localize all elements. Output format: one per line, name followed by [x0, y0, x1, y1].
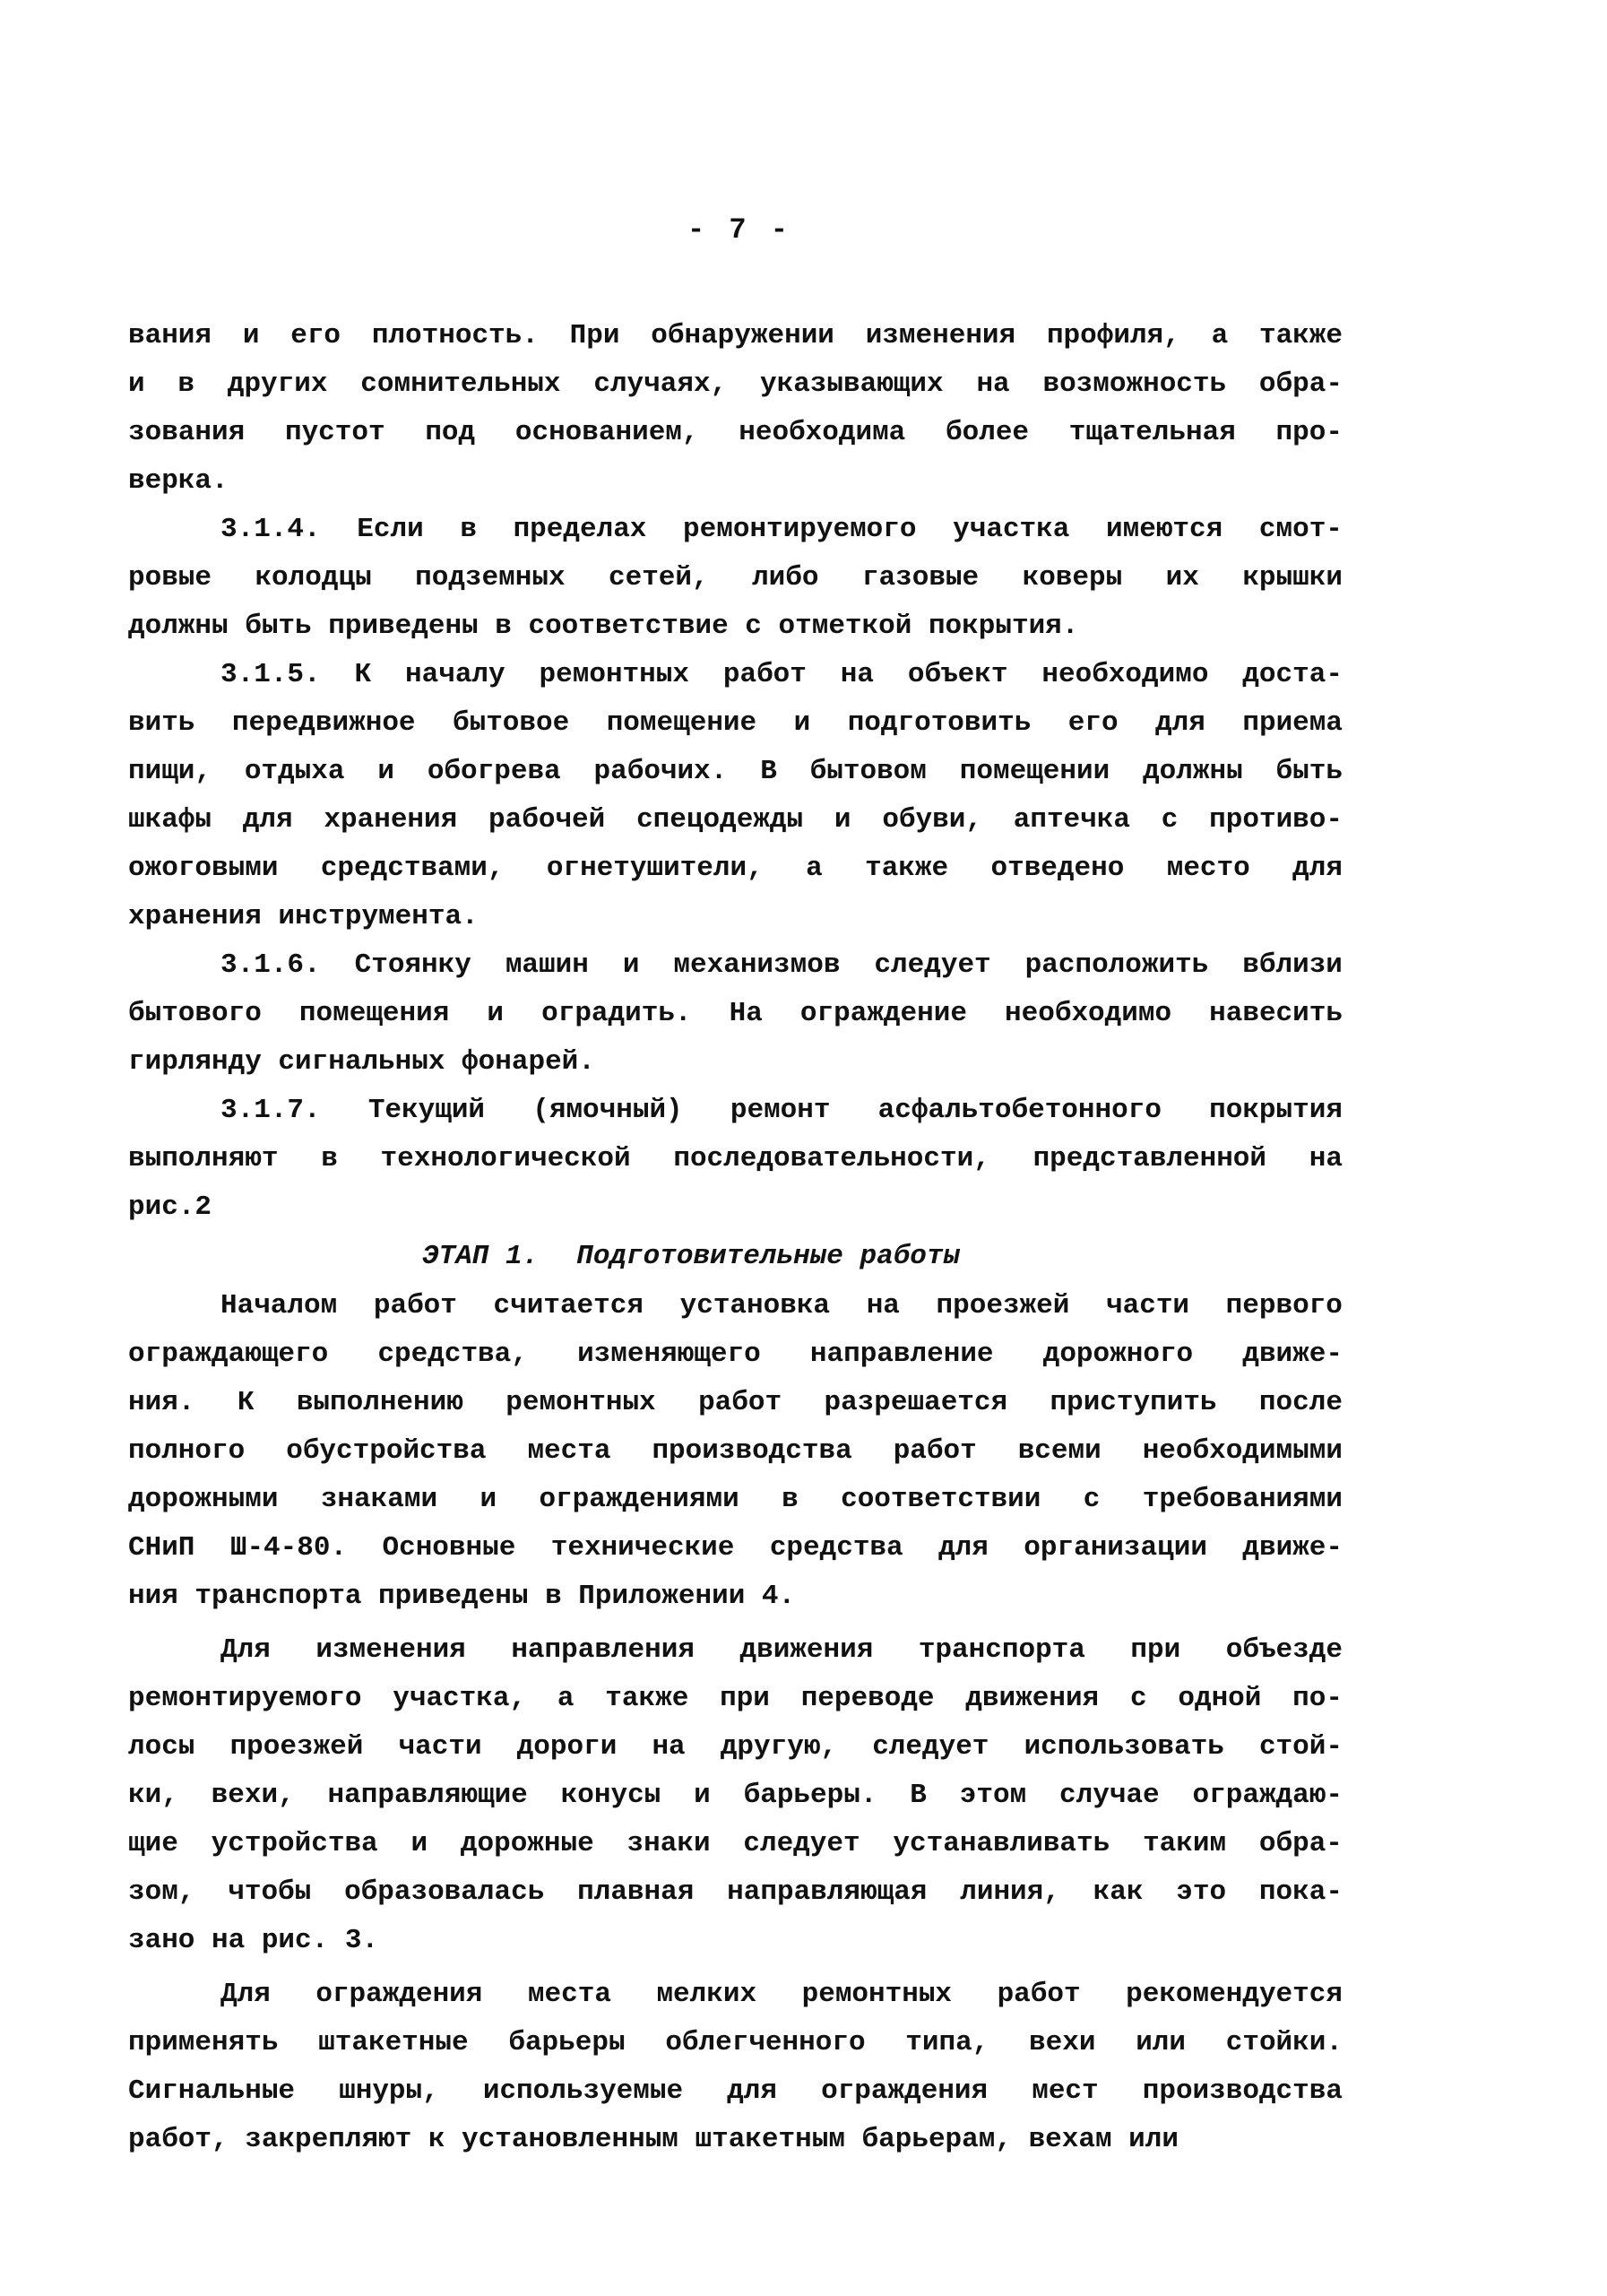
text-line: работ, закрепляют к установленным штакетным барьерам, вехам или	[128, 2124, 1179, 2155]
text-line: 3.1.5. К началу ремонтных работ на объект необходимо доста-	[220, 659, 1343, 690]
section-heading	[128, 1232, 1343, 1282]
text-line: Для ограждения места мелких ремонтных работ рекомендуется	[220, 1979, 1343, 2010]
text-line: вания и его плотность. При обнаружении изменения профиля, а также	[128, 320, 1343, 351]
text-line: СНиП Ш-4-80. Основные технические средства для организации движе-	[128, 1532, 1343, 1564]
text-line: хранения инструмента.	[128, 901, 479, 932]
text-line: Началом работ считается установка на проезжей части первого	[220, 1290, 1343, 1321]
paragraph	[128, 312, 1343, 506]
text-line: применять штакетные барьеры облегченного типа, вехи или стойки.	[128, 2027, 1343, 2058]
text-line: зования пустот под основанием, необходима более тщательная про-	[128, 417, 1343, 448]
text-line: Для изменения направления движения транспорта при объезде	[220, 1634, 1343, 1666]
paragraph	[128, 651, 1343, 941]
text-line: дорожными знаками и ограждениями в соответствии с требованиями	[128, 1484, 1343, 1515]
text-line: ограждающего средства, изменяющего направление дорожного движе-	[128, 1339, 1343, 1370]
text-line: 3.1.4. Если в пределах ремонтируемого участка имеются смот-	[220, 514, 1343, 545]
text-line: ки, вехи, направляющие конусы и барьеры. В этом случае ограждаю-	[128, 1780, 1343, 1811]
paragraph	[128, 1282, 1343, 1621]
text-line: ния транспорта приведены в Приложении 4.	[128, 1581, 796, 1612]
text-line: ожоговыми средствами, огнетушители, а также отведено место для	[128, 853, 1343, 884]
text-line: вить передвижное бытовое помещение и подготовить его для приема	[128, 707, 1343, 739]
text-line: верка.	[128, 465, 229, 497]
text-line: выполняют в технологической последовательности, представленной на	[128, 1143, 1343, 1174]
text-line: полного обустройства места производства работ всеми необходимыми	[128, 1435, 1343, 1467]
text-line: бытового помещения и оградить. На ограждение необходимо навесить	[128, 998, 1343, 1029]
text-line: ния. К выполнению ремонтных работ разрешается приступить после	[128, 1387, 1343, 1418]
text-line: рис.2	[128, 1191, 212, 1223]
paragraph	[128, 1971, 1343, 2164]
text-line: зано на рис. 3.	[128, 1925, 379, 1956]
text-line: щие устройства и дорожные знаки следует устанавливать таким обра-	[128, 1828, 1343, 1859]
text-line: гирлянду сигнальных фонарей.	[128, 1046, 595, 1078]
text-line: лосы проезжей части дороги на другую, следует использовать стой-	[128, 1731, 1343, 1763]
text-line: Сигнальные шнуры, используемые для ограждения мест производства	[128, 2075, 1343, 2107]
text-line: ровые колодцы подземных сетей, либо газовые коверы их крышки	[128, 562, 1343, 593]
paragraph	[128, 1626, 1343, 1965]
text-line: 3.1.6. Стоянку машин и механизмов следует расположить вблизи	[220, 949, 1343, 981]
page-number: - 7 -	[687, 213, 791, 247]
text-line: ремонтируемого участка, а также при переводе движения с одной по-	[128, 1683, 1343, 1714]
text-line: шкафы для хранения рабочей спецодежды и обуви, аптечка с противо-	[128, 804, 1343, 836]
text-line: должны быть приведены в соответствие с отметкой покрытия.	[128, 611, 1079, 642]
section-heading-title: Подготовительные работы	[576, 1241, 961, 1272]
body-text	[128, 312, 1343, 2164]
paragraph	[128, 941, 1343, 1087]
section-heading-stage: ЭТАП 1.	[422, 1241, 540, 1272]
paragraph	[128, 1087, 1343, 1232]
text-line: пищи, отдыха и обогрева рабочих. В бытовом помещении должны быть	[128, 756, 1343, 787]
paragraph	[128, 506, 1343, 651]
text-line: 3.1.7. Текущий (ямочный) ремонт асфальтобетонного покрытия	[220, 1095, 1343, 1126]
text-line: зом, чтобы образовалась плавная направляющая линия, как это пока-	[128, 1876, 1343, 1908]
text-line: и в других сомнительных случаях, указывающих на возможность обра-	[128, 368, 1343, 400]
